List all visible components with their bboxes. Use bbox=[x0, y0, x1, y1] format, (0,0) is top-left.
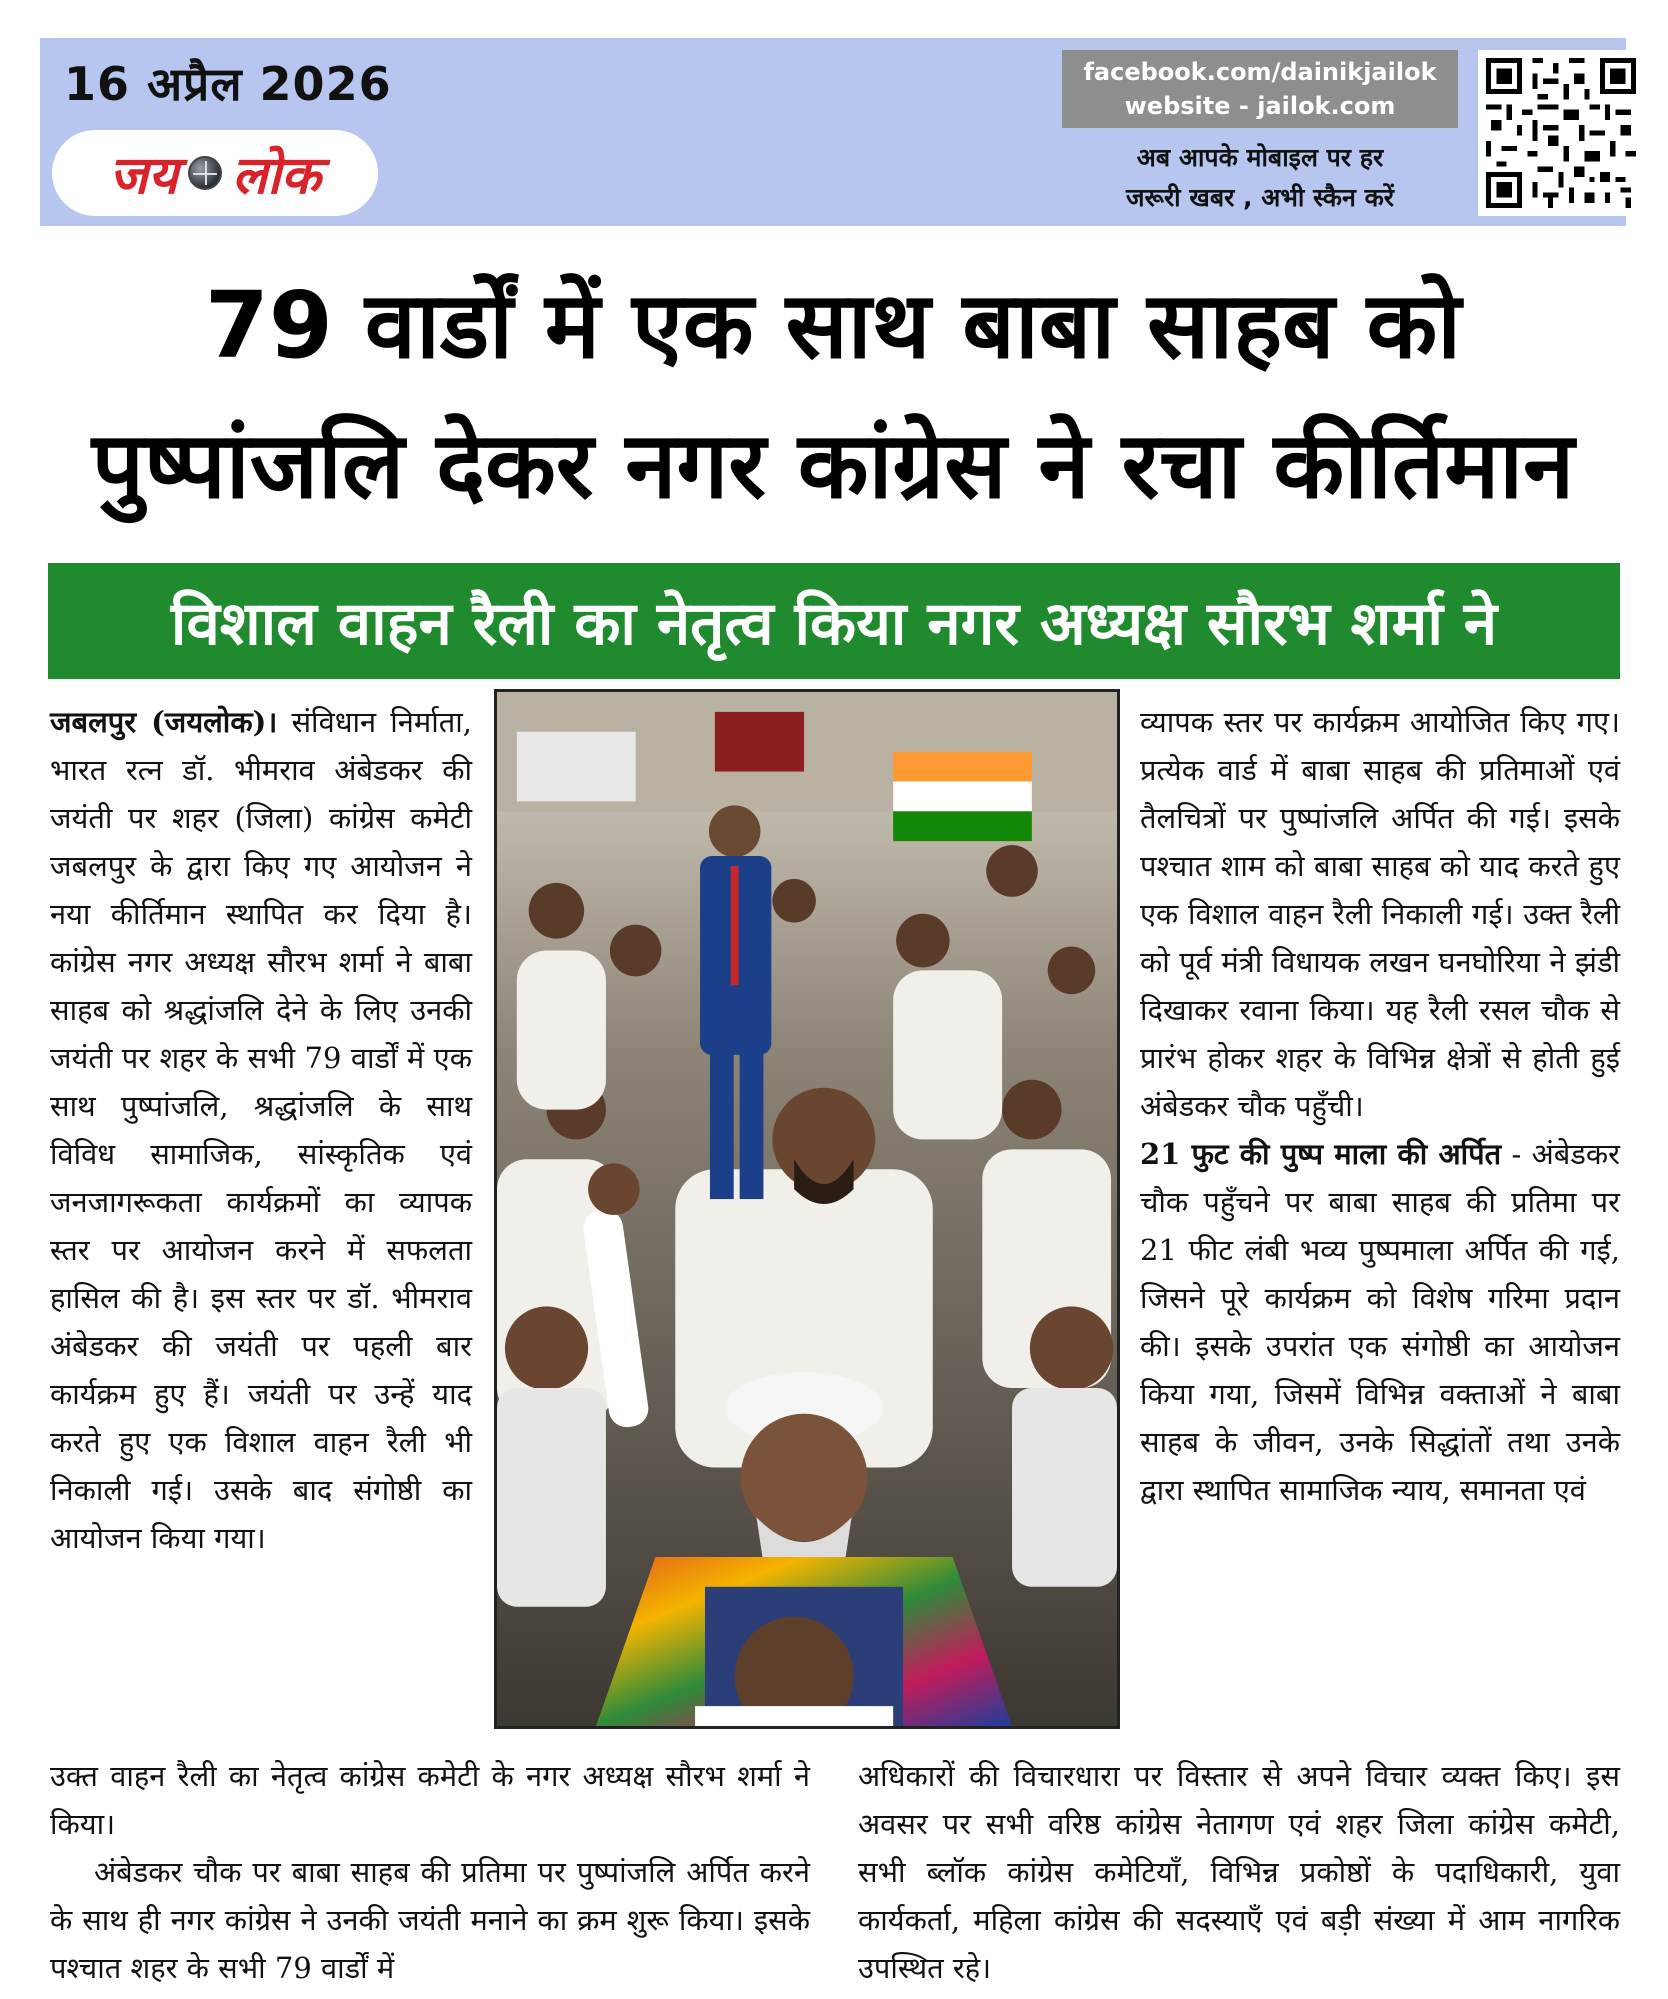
article-right-text-1: व्यापक स्तर पर कार्यक्रम आयोजित किए गए। प्रत्येक वार्ड में बाबा साहब की प्रतिमाओं एवं तैलचित्रों पर पुष्पांजलि अर्पित की गई। इसके पश्चात शाम को बाबा साहब को याद करते हुए एक विशाल वाहन रैली निकाली गई। उक्त रैली को पूर्व मंत्री विधायक लखन घनघोरिया ने झंडी दिखाकर रवाना किया। यह रैली रसल चौक से प्रारंभ होकर शहर के विभिन्न क्षेत्रों से होती हुई अंबेडकर चौक पहुँची। bbox=[1140, 705, 1620, 1123]
social-links-box bbox=[1062, 50, 1458, 128]
scan-prompt-line-2: जरूरी खबर , अभी स्कैन करें bbox=[1125, 183, 1395, 212]
globe-icon bbox=[188, 156, 222, 190]
subheadline-text: विशाल वाहन रैली का नेतृत्व किया नगर अध्यक्ष सौरभ शर्मा ने bbox=[170, 589, 1498, 659]
logo-word-right: लोक bbox=[232, 145, 321, 206]
qr-code-icon[interactable] bbox=[1478, 50, 1644, 216]
issue-date: 16 अप्रैल 2026 bbox=[64, 57, 392, 111]
article-left-column bbox=[50, 698, 472, 1562]
article-bottom-left-para-1: उक्त वाहन रैली का नेतृत्व कांग्रेस कमेटी के नगर अध्यक्ष सौरभ शर्मा ने किया। bbox=[50, 1759, 810, 1841]
website-link[interactable]: website - jailok.com bbox=[1124, 92, 1396, 120]
scan-prompt-line-1: अब आपके मोबाइल पर हर bbox=[1136, 143, 1384, 172]
article-right-subhead: 21 फुट की पुष्प माला की अर्पित bbox=[1140, 1137, 1502, 1171]
headline-line-2: पुष्पांजलि देकर नगर कांग्रेस ने रचा कीर्तिमान bbox=[91, 412, 1575, 519]
logo-word-left: जय bbox=[109, 145, 179, 206]
masthead bbox=[40, 38, 1626, 226]
article-bottom-right bbox=[858, 1752, 1620, 1992]
article-right-column bbox=[1140, 698, 1620, 1514]
facebook-link[interactable]: facebook.com/dainikjailok bbox=[1083, 58, 1437, 86]
article-bottom-left-para-2: अंबेडकर चौक पर बाबा साहब की प्रतिमा पर पुष्पांजलि अर्पित करने के साथ ही नगर कांग्रेस ने उनकी जयंती मनाने का क्रम शुरू किया। इसके पश्चात शहर के सभी 79 वार्डों में bbox=[50, 1855, 810, 1985]
article-dateline: जबलपुर (जयलोक)। bbox=[50, 705, 278, 739]
subheadline-banner bbox=[48, 563, 1620, 679]
article-right-text-2: - अंबेडकर चौक पहुँचने पर बाबा साहब की प्रतिमा पर 21 फीट लंबी भव्य पुष्पमाला अर्पित की गई, जिसने पूरे कार्यक्रम को विशेष गरिमा प्रदान की। इसके उपरांत एक संगोष्ठी का आयोजन किया गया, जिसमें विभिन्न वक्ताओं ने बाबा साहब के जीवन, उनके सिद्धांतों तथा उनके द्वारा स्थापित सामाजिक न्याय, समानता एवं bbox=[1140, 1137, 1620, 1507]
newspaper-logo[interactable] bbox=[52, 130, 378, 216]
article-left-text: संविधान निर्माता, भारत रत्न डॉ. भीमराव अंबेडकर की जयंती पर शहर (जिला) कांग्रेस कमेटी जबलपुर के द्वारा किए गए आयोजन ने नया कीर्तिमान स्थापित कर दिया है। कांग्रेस नगर अध्यक्ष सौरभ शर्मा ने बाबा साहब को श्रद्धांजलि देने के लिए उनकी जयंती पर शहर के सभी 79 वार्डों में एक साथ पुष्पांजलि, श्रद्धांजलि के साथ विविध सामाजिक, सांस्कृतिक एवं जनजागरूकता कार्यक्रमों का व्यापक स्तर पर आयोजन करने में सफलता हासिल की है। इस स्तर पर डॉ. भीमराव अंबेडकर की जयंती पर पहली बार कार्यक्रम हुए हैं। जयंती पर उन्हें याद करते हुए एक विशाल वाहन रैली भी निकाली गई। उसके बाद संगोष्ठी का आयोजन किया गया। bbox=[50, 705, 472, 1555]
headline-line-1: 79 वार्डों में एक साथ बाबा साहब को bbox=[204, 272, 1462, 379]
article-bottom-right-para: अधिकारों की विचारधारा पर विस्तार से अपने विचार व्यक्त किए। इस अवसर पर सभी वरिष्ठ कांग्रेस नेतागण एवं शहर जिला कांग्रेस कमेटी, सभी ब्लॉक कांग्रेस कमेटियाँ, विभिन्न प्रकोष्ठों के पदाधिकारी, युवा कार्यकर्ता, महिला कांग्रेस की सदस्याएँ एवं बड़ी संख्या में आम नागरिक उपस्थित रहे। bbox=[858, 1759, 1620, 1985]
rally-photo bbox=[494, 689, 1120, 1729]
article-bottom-left bbox=[50, 1752, 810, 1992]
